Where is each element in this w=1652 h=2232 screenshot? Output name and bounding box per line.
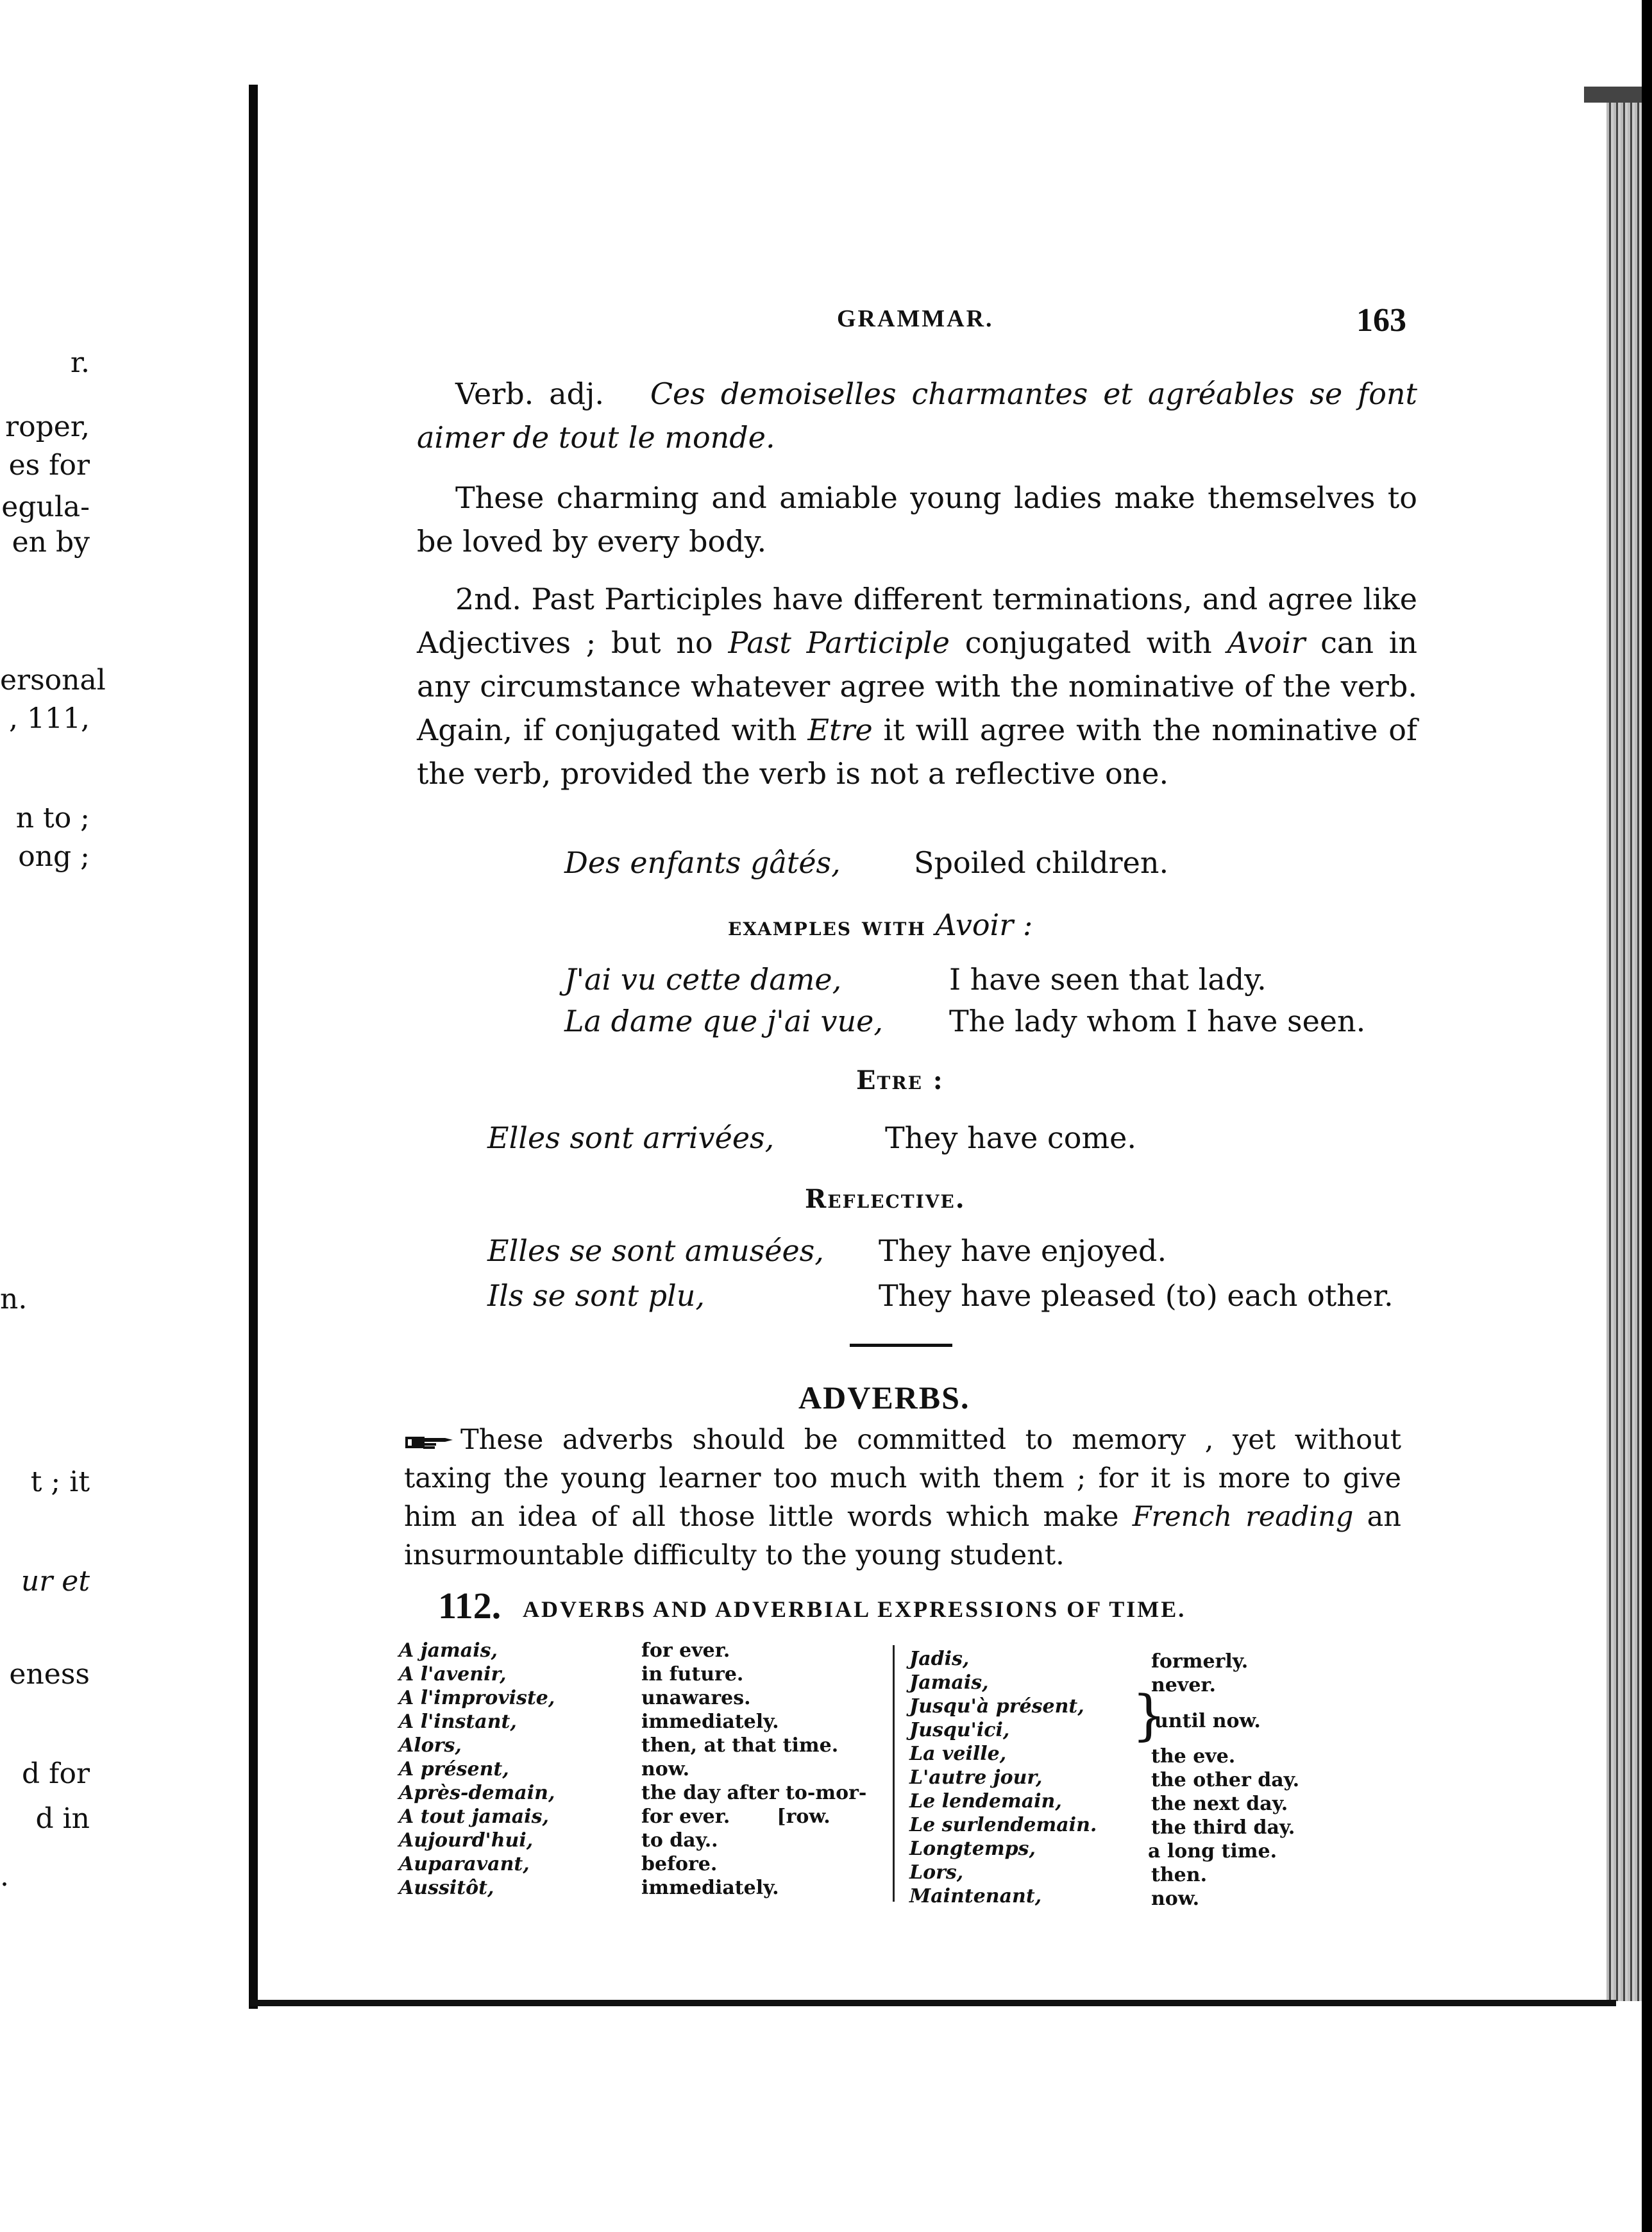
- example-english: They have enjoyed.: [879, 1233, 1167, 1268]
- vocab-english: formerly.: [1151, 1650, 1249, 1673]
- examples-heading-prefix: examples with: [728, 911, 926, 942]
- vocab-french: Le surlendemain.: [909, 1814, 1097, 1836]
- left-page-fragment: eness: [9, 1658, 90, 1691]
- vocab-french: Après-demain,: [399, 1782, 555, 1804]
- verb-adj-french: Ces demoiselles charmantes et agréables se font aimer de tout le monde.: [417, 376, 1417, 455]
- vocab-english: the other day.: [1151, 1769, 1300, 1791]
- left-page-fragment: n to ;: [15, 802, 90, 834]
- note-text-after: an insurmountable difficulty to the young student.: [404, 1501, 1401, 1571]
- section-divider: [850, 1344, 952, 1347]
- example-english: I have seen that lady.: [949, 962, 1267, 997]
- example-row: [487, 1120, 1136, 1155]
- etre-term: Etre: [807, 713, 873, 747]
- vocab-english: unawares.: [641, 1687, 751, 1709]
- vocab-english: then, at that time.: [641, 1734, 839, 1757]
- vocab-english: now.: [641, 1758, 690, 1780]
- avoir-term: Avoir: [1227, 625, 1306, 660]
- reflective-heading: Reflective.: [805, 1184, 966, 1214]
- adverbs-heading: ADVERBS.: [798, 1380, 970, 1416]
- vocab-english: until now.: [1154, 1710, 1261, 1732]
- example-english: They have come.: [885, 1120, 1136, 1155]
- left-page-fragment: ong ;: [18, 840, 90, 873]
- vocab-french: Jamais,: [909, 1671, 989, 1694]
- verb-adj-english: These charming and amiable young ladies make themselves to be loved by every body.: [417, 480, 1417, 559]
- second-rule-lead: 2nd. Past Participles have different terminations, and agree like Adjectives ; but no: [417, 582, 1417, 660]
- etre-heading: Etre :: [856, 1065, 944, 1095]
- vocab-french: Le lendemain,: [909, 1790, 1062, 1813]
- page-bottom-edge: [250, 2000, 1616, 2006]
- vocab-english: in future.: [641, 1663, 744, 1686]
- note-text-italic: French reading: [1132, 1501, 1354, 1533]
- left-page-fragment: ur et: [21, 1565, 90, 1598]
- vocab-french: Lors,: [909, 1861, 964, 1884]
- vocab-french: Aujourd'hui,: [399, 1829, 534, 1852]
- vocab-english: the next day.: [1151, 1793, 1288, 1815]
- vocab-english: before.: [641, 1853, 718, 1875]
- example-row: [564, 962, 1267, 997]
- example-french: Elles sont arrivées,: [487, 1120, 775, 1155]
- vocab-french: Jadis,: [909, 1648, 970, 1670]
- examples-heading-verb: Avoir :: [935, 908, 1033, 942]
- running-header: GRAMMAR.: [837, 305, 994, 332]
- examples-reflective-heading: [805, 1180, 966, 1215]
- verb-adj-label: Verb. adj.: [455, 376, 604, 411]
- example-english: Spoiled children.: [914, 845, 1169, 880]
- left-page-fragment: en by: [12, 526, 90, 559]
- vocab-french: A tout jamais,: [399, 1805, 549, 1828]
- vocab-french: A jamais,: [399, 1639, 498, 1662]
- vocab-french: A l'avenir,: [399, 1663, 507, 1686]
- vocab-french: A présent,: [399, 1758, 509, 1780]
- vocab-french: A l'instant,: [399, 1711, 517, 1733]
- left-page-fragment: , 111,: [9, 702, 90, 735]
- vocab-english: never.: [1151, 1674, 1216, 1696]
- second-rule-paragraph: [417, 577, 1417, 795]
- example-french: Des enfants gâtés,: [564, 845, 841, 880]
- section-title: ADVERBS AND ADVERBIAL EXPRESSIONS OF TIME.: [523, 1596, 1186, 1622]
- example-row: [487, 1278, 1394, 1313]
- vocab-french: Alors,: [399, 1734, 462, 1757]
- verb-adj-translation: [417, 476, 1417, 563]
- vocab-french: La veille,: [909, 1743, 1007, 1765]
- vocab-french: Aussitôt,: [399, 1877, 494, 1899]
- section-number: 112.: [438, 1585, 501, 1627]
- example-french: Elles se sont amusées,: [487, 1233, 824, 1268]
- left-page-fragment: roper,: [5, 410, 90, 443]
- vocab-french: Jusqu'ici,: [909, 1719, 1010, 1741]
- example-french: La dame que j'ai vue,: [564, 1004, 883, 1038]
- example-row: [564, 1004, 1365, 1038]
- vocab-french: L'autre jour,: [909, 1766, 1043, 1789]
- vocab-french: Longtemps,: [909, 1838, 1036, 1860]
- vocab-french: Maintenant,: [909, 1885, 1042, 1907]
- scan-border-right: [1642, 0, 1652, 2232]
- second-rule-mid2: can in any circumstance whatever agree with the nominative of the verb. Again, if conjugated with: [417, 625, 1418, 747]
- vocab-english: to day..: [641, 1829, 718, 1852]
- past-participle-term: Past Participle: [728, 625, 950, 660]
- example-french: J'ai vu cette dame,: [564, 962, 842, 997]
- vocab-english: for ever.: [641, 1639, 730, 1662]
- left-page-fragment: n.: [0, 1283, 28, 1315]
- book-gutter: [249, 85, 258, 2009]
- page-stack-top: [1584, 87, 1648, 103]
- left-page-fragment: t ; it: [30, 1466, 90, 1498]
- second-rule-end: it will agree with the nominative of the verb, provided the verb is not a reflective one.: [417, 713, 1418, 791]
- vocab-french: A l'improviste,: [399, 1687, 555, 1709]
- left-page-fragment: ersonal: [0, 664, 106, 697]
- pointing-hand-icon: [404, 1433, 454, 1451]
- example-english: The lady whom I have seen.: [949, 1004, 1366, 1038]
- vocab-english: the day after to-mor-: [641, 1782, 867, 1804]
- note-text-before: These adverbs should be committed to memory , yet without taxing the young learner too much with them ; for it is more to give him an idea of all those little words which make: [404, 1424, 1401, 1533]
- second-rule-mid1: conjugated with: [965, 625, 1212, 660]
- left-page-fragment: d in: [35, 1802, 90, 1835]
- vocab-english: a long time.: [1148, 1840, 1277, 1863]
- vocab-french: Jusqu'à présent,: [909, 1695, 1084, 1718]
- left-page-fragment: egula-: [1, 491, 90, 523]
- left-page-fragment: .: [0, 1860, 9, 1893]
- vocab-english: now.: [1151, 1888, 1200, 1910]
- left-page-fragment: d for: [22, 1757, 90, 1790]
- page-stack-edge: [1606, 103, 1645, 2001]
- column-divider: [893, 1645, 895, 1902]
- examples-avoir-heading: [728, 908, 1032, 942]
- example-row: [487, 1233, 1167, 1268]
- vocab-english: immediately.: [641, 1711, 779, 1733]
- examples-etre-heading: [856, 1061, 944, 1096]
- adverbs-note: [404, 1421, 1401, 1575]
- vocab-english: the eve.: [1151, 1745, 1236, 1768]
- vocab-english: the third day.: [1151, 1816, 1295, 1839]
- page-number: 163: [1356, 302, 1406, 339]
- left-page-fragment: r.: [70, 346, 90, 379]
- spoiled-children-example: [564, 845, 1168, 880]
- vocab-english: immediately.: [641, 1877, 779, 1899]
- brace-glyph: }: [1132, 1684, 1167, 1746]
- example-english: They have pleased (to) each other.: [879, 1278, 1394, 1313]
- vocab-english: then.: [1151, 1864, 1208, 1886]
- vocab-english: for ever. [row.: [641, 1805, 830, 1828]
- vocab-french: Auparavant,: [399, 1853, 530, 1875]
- example-french: Ils se sont plu,: [487, 1278, 705, 1313]
- left-page-fragment: es for: [8, 449, 90, 482]
- verb-adj-paragraph: [417, 372, 1417, 459]
